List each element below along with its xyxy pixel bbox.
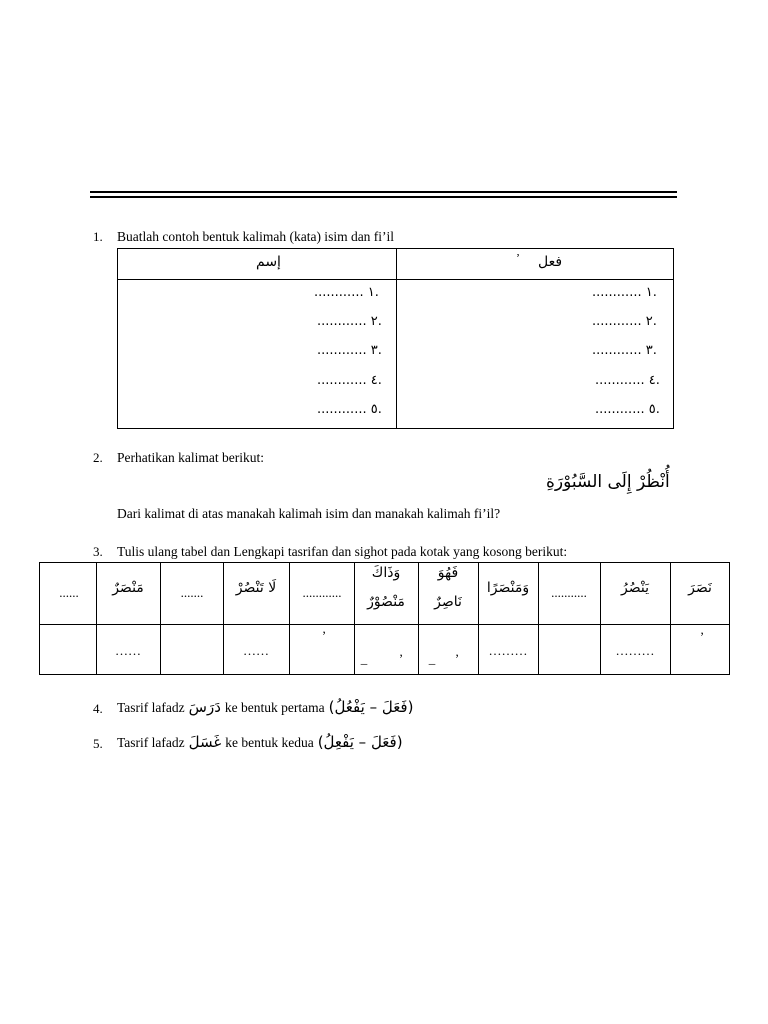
tasrif-mark: _ xyxy=(360,651,368,666)
isim-row: .٥ ............ xyxy=(317,402,382,417)
tasrif-mark: ʼ xyxy=(398,651,404,666)
tasrif-cell: مَنْصُوْرٌ xyxy=(367,594,405,610)
isim-row: .٣ ............ xyxy=(317,343,382,358)
fiil-row: .٣ ............ xyxy=(592,343,657,358)
tasrif-cell: ....... xyxy=(180,585,204,600)
tasrif-cell: ...... xyxy=(59,585,79,600)
column-header-isim: إسم xyxy=(256,254,281,270)
fiil-row: .٥ ............ xyxy=(595,402,660,417)
tasrif-cell: نَصَرَ xyxy=(688,580,712,596)
q1-text: Buatlah contoh bentuk kalimah (kata) isim dan fi’il xyxy=(117,229,395,244)
isim-row: .٤ ............ xyxy=(317,373,382,388)
q2-question: Dari kalimat di atas manakah kalimah isim dan manakah kalimah fi’il? xyxy=(117,506,501,521)
q4-middle: ke bentuk pertama xyxy=(224,700,325,715)
tasrif-blank: ……… xyxy=(488,643,528,658)
isim-row: .١ ............ xyxy=(314,285,379,300)
tasrif-cell: وَذَاكَ xyxy=(371,565,401,581)
isim-row: .٢ ............ xyxy=(317,314,382,329)
fiil-row: .٢ ............ xyxy=(592,314,657,329)
tasrif-cell: وَمَنْصَرًا xyxy=(486,580,530,596)
isim-fiil-table xyxy=(117,248,674,429)
tasrif-cell: لَا تَنْصُرْ xyxy=(235,580,277,596)
tasrif-mark: ʼ xyxy=(454,651,460,666)
q2-arabic-sentence: أُنْظُرْ إِلَى السَّبُوْرَةِ xyxy=(546,472,670,492)
tasrif-cell: فَهُوَ xyxy=(437,565,459,581)
q5-word: غَسَلَ xyxy=(188,733,222,751)
tasrif-cell: يَنْصُرُ xyxy=(621,580,649,596)
column-header-fiil-mark: ʼ xyxy=(516,251,520,265)
tasrif-blank: …… xyxy=(243,643,269,658)
header-rule-top xyxy=(90,191,677,193)
q5-prefix: Tasrif lafadz xyxy=(117,735,185,750)
q4-line xyxy=(117,698,413,716)
q4-word: دَرَسَ xyxy=(188,698,221,716)
q2-number: 2. xyxy=(93,450,103,465)
q5-middle: ke bentuk kedua xyxy=(225,735,314,750)
q5-line xyxy=(117,733,403,751)
q2-text: Perhatikan kalimat berikut: xyxy=(117,450,264,465)
table-divider xyxy=(396,249,397,428)
tasrif-cell: نَاصِرٌ xyxy=(434,594,462,610)
q4-prefix: Tasrif lafadz xyxy=(117,700,185,715)
table-header-line xyxy=(118,279,673,280)
q5-pattern: (فَعَلَ – يَفْعِلُ) xyxy=(317,733,403,751)
tasrif-mark: ʼ xyxy=(321,628,327,643)
tasrif-blank: ……… xyxy=(615,643,655,658)
tasrif-blank: …… xyxy=(115,643,141,658)
fiil-row: .١ ............ xyxy=(592,285,657,300)
q4-pattern: (فَعَلَ – يَفْعُلُ) xyxy=(328,698,414,716)
header-rule-bottom xyxy=(90,196,677,198)
q3-text: Tulis ulang tabel dan Lengkapi tasrifan dan sighot pada kotak yang kosong berikut: xyxy=(117,544,568,559)
q4-number: 4. xyxy=(93,701,103,716)
q1-number: 1. xyxy=(93,229,103,244)
q5-number: 5. xyxy=(93,736,103,751)
tasrif-cell: ............ xyxy=(302,585,342,600)
tasrif-table xyxy=(39,562,730,675)
tasrif-cell: ........... xyxy=(551,585,587,600)
column-header-fiil: فعل xyxy=(538,254,563,270)
tasrif-mark: ʼ xyxy=(699,629,705,644)
q3-number: 3. xyxy=(93,544,103,559)
tasrif-cell: مَنْصَرٌ xyxy=(112,580,144,596)
fiil-row: .٤ ............ xyxy=(595,373,660,388)
tasrif-mark: _ xyxy=(428,651,436,666)
